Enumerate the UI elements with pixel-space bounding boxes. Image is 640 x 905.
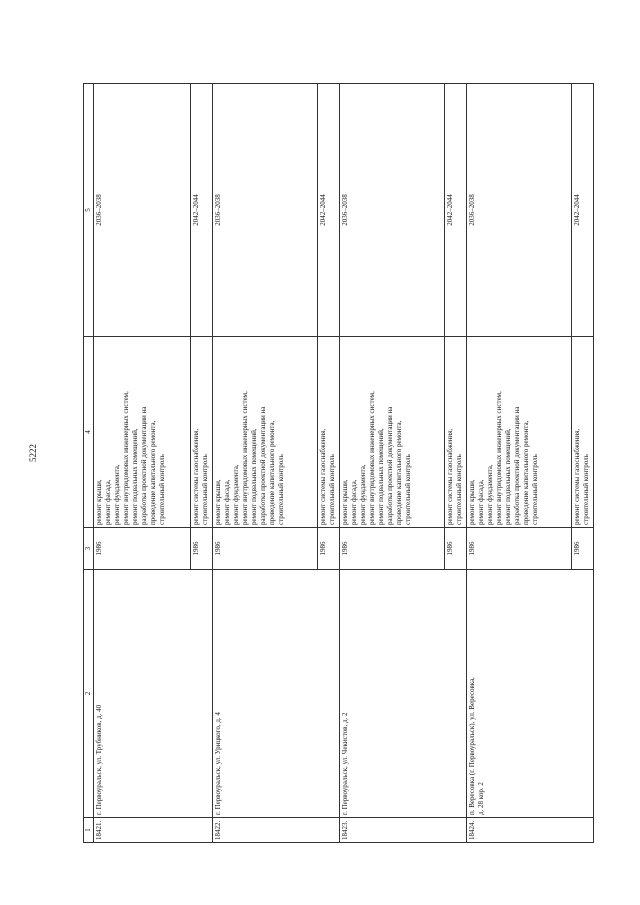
construction-year: 1986	[318, 528, 340, 570]
row-number: 18421.	[94, 818, 213, 843]
repair-period: 2036–2038	[340, 84, 445, 337]
repair-period: 2042–2044	[445, 84, 467, 337]
repair-period: 2042–2044	[191, 84, 213, 337]
construction-year: 1986	[191, 528, 213, 570]
building-address: г. Первоуральск, ул. Чекистов, д. 2	[340, 570, 467, 818]
repair-works: ремонт системы газоснабжения, строительный контроль	[572, 337, 594, 528]
page-number: 5222	[28, 444, 38, 462]
column-number-4: 4	[84, 337, 94, 528]
row-number: 18424.	[467, 818, 594, 843]
repair-works: ремонт системы газоснабжения, строительный контроль	[445, 337, 467, 528]
repair-period: 2036–2038	[213, 84, 318, 337]
construction-year: 1986	[572, 528, 594, 570]
table-row	[94, 84, 191, 843]
repair-works: ремонт системы газоснабжения, строительный контроль	[191, 337, 213, 528]
construction-year: 1986	[467, 528, 572, 570]
repair-period: 2036–2038	[94, 84, 191, 337]
row-number: 18423.	[340, 818, 467, 843]
row-number: 18422.	[213, 818, 340, 843]
repair-period: 2036–2038	[467, 84, 572, 337]
table-row	[467, 84, 572, 843]
column-number-header-row	[84, 84, 94, 843]
repair-period: 2042–2044	[572, 84, 594, 337]
building-address: п. Вересовка (г. Первоуральск), ул. Вересовка, д. 28 кор. 2	[467, 570, 594, 818]
rotated-table-wrapper	[83, 83, 603, 843]
table-row	[340, 84, 445, 843]
column-number-5: 5	[84, 84, 94, 337]
repair-works: ремонт крыши, ремонт фасада, ремонт фундамента, ремонт внутридомовых инженерных систем, ремонт подвальных помещений, разработка проектной документации на проведение капитального ремонта, строительный контроль	[467, 337, 572, 528]
column-number-2: 2	[84, 570, 94, 818]
column-number-1: 1	[84, 818, 94, 843]
repair-works: ремонт крыши, ремонт фасада, ремонт фундамента, ремонт внутридомовых инженерных систем, ремонт подвальных помещений, разработка проектной документации на проведение капитального ремонта, строительный контроль	[340, 337, 445, 528]
construction-year: 1986	[213, 528, 318, 570]
repair-works: ремонт системы газоснабжения, строительный контроль	[318, 337, 340, 528]
column-number-3: 3	[84, 528, 94, 570]
building-address: г. Первоуральск, ул. Урицкого, д. 4	[213, 570, 340, 818]
construction-year: 1986	[94, 528, 191, 570]
repair-works: ремонт крыши, ремонт фасада, ремонт фундамента, ремонт внутридомовых инженерных систем, ремонт подвальных помещений, разработка проектной документации на проведение капитального ремонта, строительный контроль	[94, 337, 191, 528]
repair-works: ремонт крыши, ремонт фасада, ремонт фундамента, ремонт внутридомовых инженерных систем, ремонт подвальных помещений, разработка проектной документации на проведение капитального ремонта, строительный контроль	[213, 337, 318, 528]
capital-repair-schedule-table	[83, 83, 594, 843]
construction-year: 1986	[445, 528, 467, 570]
building-address: г. Первоуральск, ул. Трубников, д. 40	[94, 570, 213, 818]
construction-year: 1986	[340, 528, 445, 570]
table-row	[213, 84, 318, 843]
repair-period: 2042–2044	[318, 84, 340, 337]
